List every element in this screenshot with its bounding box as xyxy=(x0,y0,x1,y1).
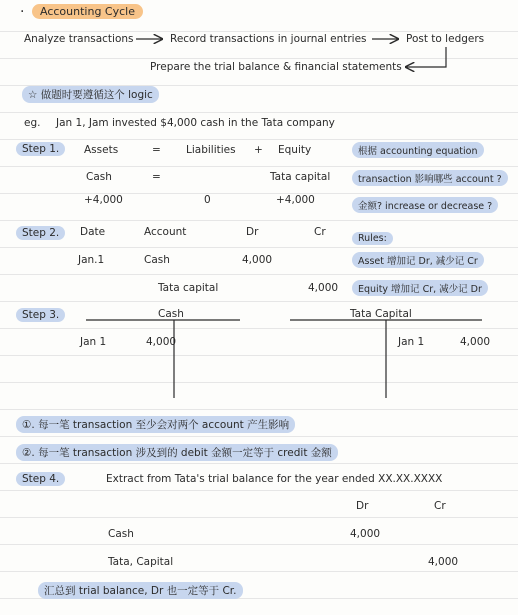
step2-row2-account: Tata capital xyxy=(158,282,219,294)
step4-row1-account: Cash xyxy=(108,528,134,540)
step4-col-cr: Cr xyxy=(434,500,446,512)
step4-row1-dr: 4,000 xyxy=(350,528,381,540)
step4-col-dr: Dr xyxy=(356,500,369,512)
step4-row2-cr: 4,000 xyxy=(428,556,459,568)
step2-rule-asset: Asset 增加记 Dr, 减少记 Cr xyxy=(352,252,484,268)
cycle-step-record: Record transactions in journal entries xyxy=(170,33,367,45)
step2-col-account: Account xyxy=(144,226,187,238)
step2-rules-title: Rules: xyxy=(352,232,393,245)
step1-equity: Equity xyxy=(278,144,312,156)
step1-plus: + xyxy=(254,144,263,156)
step1-note-equation: 根据 accounting equation xyxy=(352,142,484,158)
principle-1: ①. 每一笔 transaction 至少会对两个 account 产生影响 xyxy=(16,416,295,433)
step2-col-cr: Cr xyxy=(314,226,326,238)
step1-note-amount: 金额? increase or decrease ? xyxy=(352,197,498,213)
principle-2: ②. 每一笔 transaction 涉及到的 debit 金额一定等于 credit 金额 xyxy=(16,444,338,461)
step1-assets: Assets xyxy=(84,144,119,156)
step1-label: Step 1. xyxy=(16,142,65,156)
step2-row1-account: Cash xyxy=(144,254,170,266)
logic-note: ☆ 做题时要遵循这个 logic xyxy=(22,86,159,103)
step1-cash: Cash xyxy=(86,171,112,183)
t-account-cash-amount: 4,000 xyxy=(146,336,177,348)
step3-label: Step 3. xyxy=(16,308,65,322)
step2-row2-cr: 4,000 xyxy=(308,282,339,294)
step1-cash-amount: +4,000 xyxy=(84,194,123,206)
step2-col-dr: Dr xyxy=(246,226,259,238)
step2-rule-equity: Equity 增加记 Cr, 减少记 Dr xyxy=(352,280,488,296)
t-account-cash-title: Cash xyxy=(158,308,184,320)
example-text: Jan 1, Jam invested $4,000 cash in the Tata company xyxy=(56,117,335,129)
step1-capital-amount: +4,000 xyxy=(276,194,315,206)
t-account-capital-title: Tata Capital xyxy=(350,308,412,320)
step1-liabilities-amount: 0 xyxy=(204,194,211,206)
step2-label: Step 2. xyxy=(16,226,65,240)
step1-note-accounts: transaction 影响哪些 account ? xyxy=(352,170,508,186)
t-account-capital-amount: 4,000 xyxy=(460,336,491,348)
page-title: Accounting Cycle xyxy=(32,4,143,19)
step2-row1-date: Jan.1 xyxy=(78,254,105,266)
t-account-capital-date: Jan 1 xyxy=(398,336,425,348)
step1-tata-capital: Tata capital xyxy=(270,171,331,183)
step2-row1-dr: 4,000 xyxy=(242,254,273,266)
arrow-post-to-prepare xyxy=(406,47,446,67)
step4-label: Step 4. xyxy=(16,472,65,486)
step4-title: Extract from Tata's trial balance for the year ended XX.XX.XXXX xyxy=(106,473,443,485)
step2-col-date: Date xyxy=(80,226,106,238)
step1-equals-1: = xyxy=(152,144,161,156)
step1-equals-2: = xyxy=(152,171,161,183)
cycle-step-prepare: Prepare the trial balance & financial statements xyxy=(150,61,402,73)
cycle-step-post: Post to ledgers xyxy=(406,33,485,45)
example-label: eg. xyxy=(24,117,41,129)
step4-summary: 汇总到 trial balance, Dr 也一定等于 Cr. xyxy=(38,582,243,599)
step4-row2-account: Tata, Capital xyxy=(108,556,174,568)
star-icon: ☆ xyxy=(28,89,41,101)
cycle-step-analyze: Analyze transactions xyxy=(24,33,134,45)
t-account-cash-date: Jan 1 xyxy=(80,336,107,348)
step1-liabilities: Liabilities xyxy=(186,144,236,156)
bullet: · xyxy=(20,4,25,20)
